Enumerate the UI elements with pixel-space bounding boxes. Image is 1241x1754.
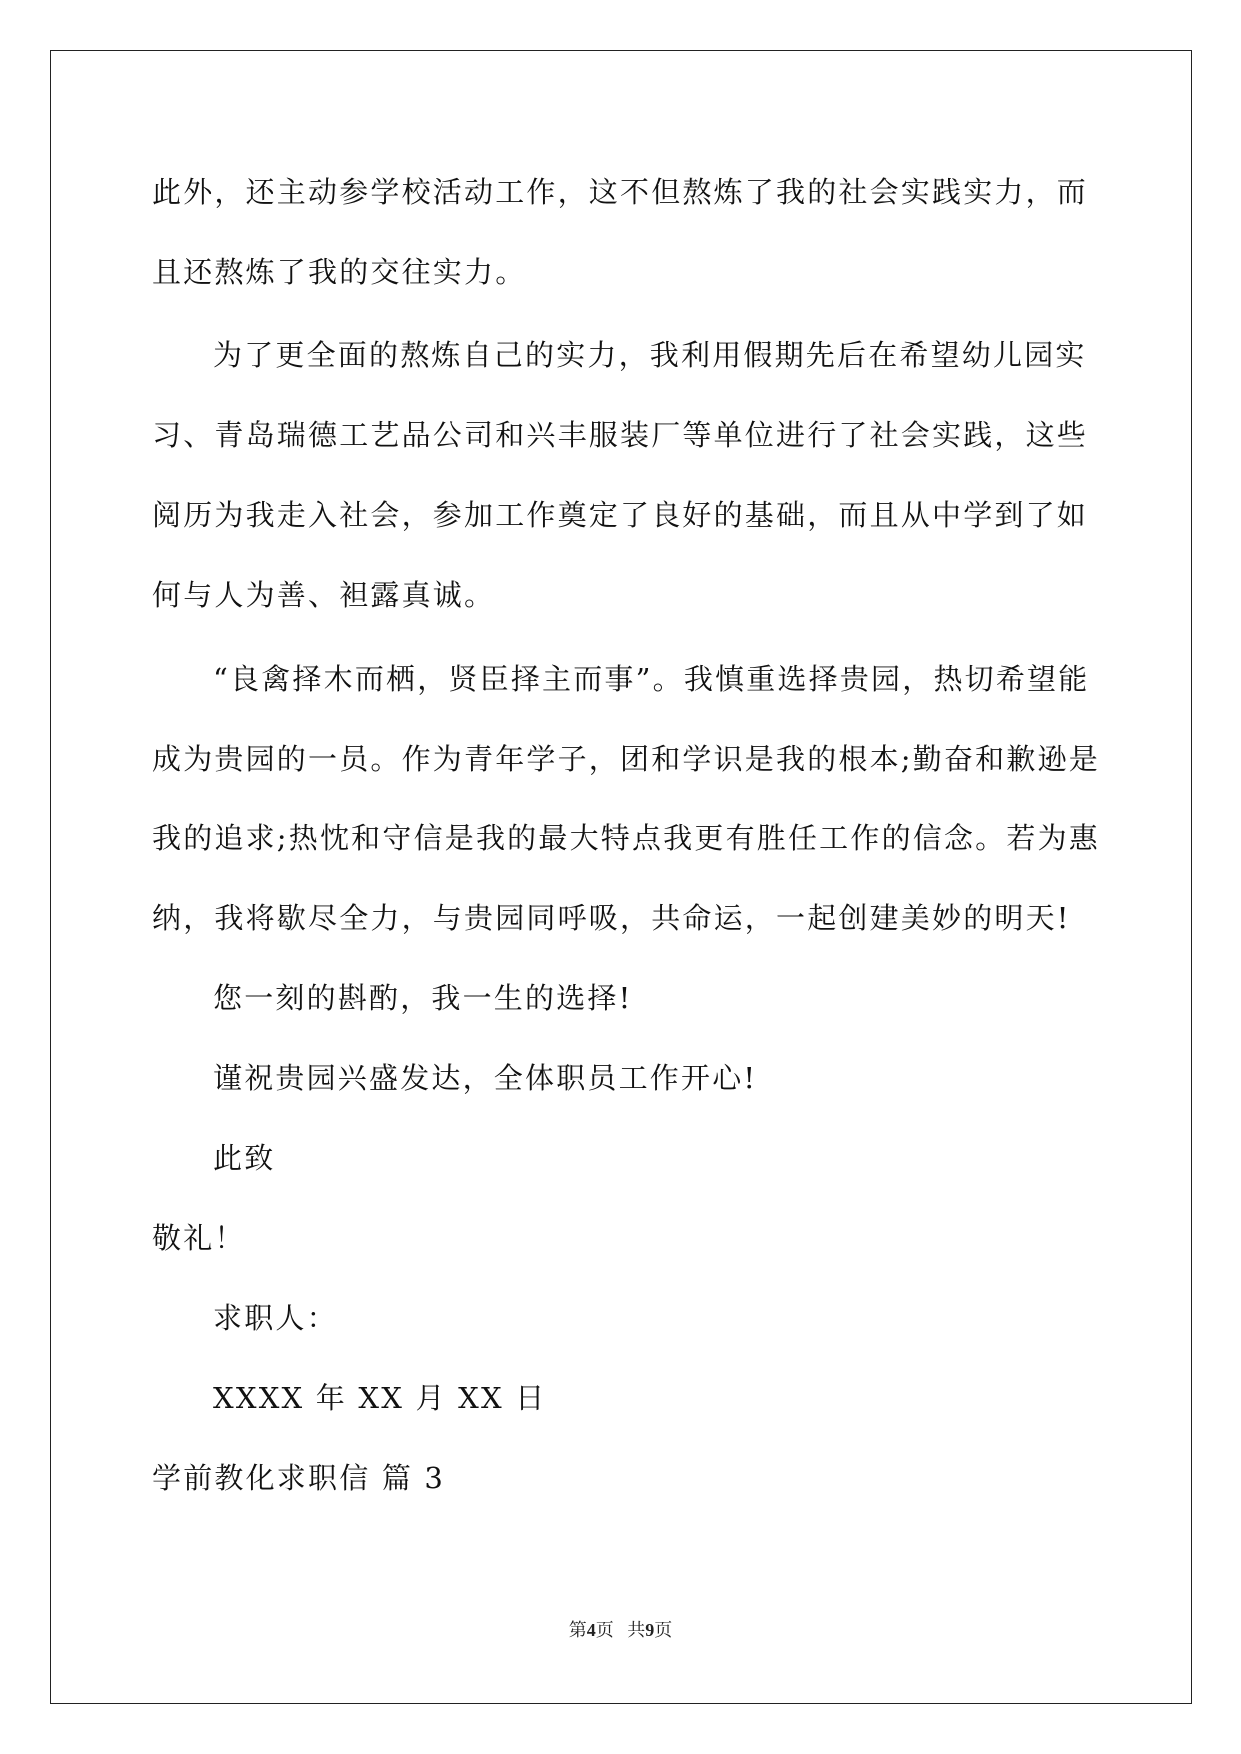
- section-heading: 学前教化求职信 篇 3: [152, 1461, 446, 1495]
- footer-prefix: 第: [568, 1620, 587, 1640]
- date-line: XXXX 年 XX 月 XX 日: [213, 1381, 547, 1415]
- salutation-closing: 敬礼！: [152, 1221, 246, 1255]
- text-line: 阅历为我走入社会，参加工作奠定了良好的基础，而且从中学到了如: [152, 498, 1089, 532]
- paragraph-first-line: “良禽择木而栖，贤臣择主而事”。我慎重选择贵园，热切希望能: [213, 662, 1090, 696]
- text-line: 何与人为善、袒露真诚。: [152, 578, 496, 612]
- footer-total-pages: 9: [645, 1620, 655, 1640]
- text-line: 成为贵园的一员。作为青年学子，团和学识是我的根本;勤奋和歉逊是: [152, 742, 1100, 776]
- closing-line: 您一刻的斟酌，我一生的选择!: [213, 981, 633, 1015]
- text-line: 此外，还主动参学校活动工作，这不但熬炼了我的社会实践实力，而: [152, 175, 1089, 209]
- text-line: 我的追求;热忱和守信是我的最大特点我更有胜任工作的信念。若为惠: [152, 821, 1100, 855]
- closing-line: 谨祝贵园兴盛发达，全体职员工作开心!: [213, 1061, 758, 1095]
- footer-total-suffix: 页: [654, 1620, 673, 1640]
- text-line: 且还熬炼了我的交往实力。: [152, 255, 527, 289]
- page-border: [50, 50, 1192, 1704]
- footer-page-suffix: 页: [595, 1620, 614, 1640]
- text-line: 纳，我将歇尽全力，与贵园同呼吸，共命运，一起创建美妙的明天!: [152, 901, 1071, 935]
- paragraph-first-line: 为了更全面的熬炼自己的实力，我利用假期先后在希望幼儿园实: [213, 338, 1087, 372]
- footer-page-number: 4: [586, 1620, 596, 1640]
- footer-total-prefix: 共: [627, 1620, 646, 1640]
- page-footer: [0, 1618, 1241, 1642]
- text-line: 习、青岛瑞德工艺品公司和兴丰服装厂等单位进行了社会实践，这些: [152, 418, 1089, 452]
- applicant-label: 求职人：: [213, 1301, 338, 1335]
- salutation: 此致: [213, 1141, 276, 1175]
